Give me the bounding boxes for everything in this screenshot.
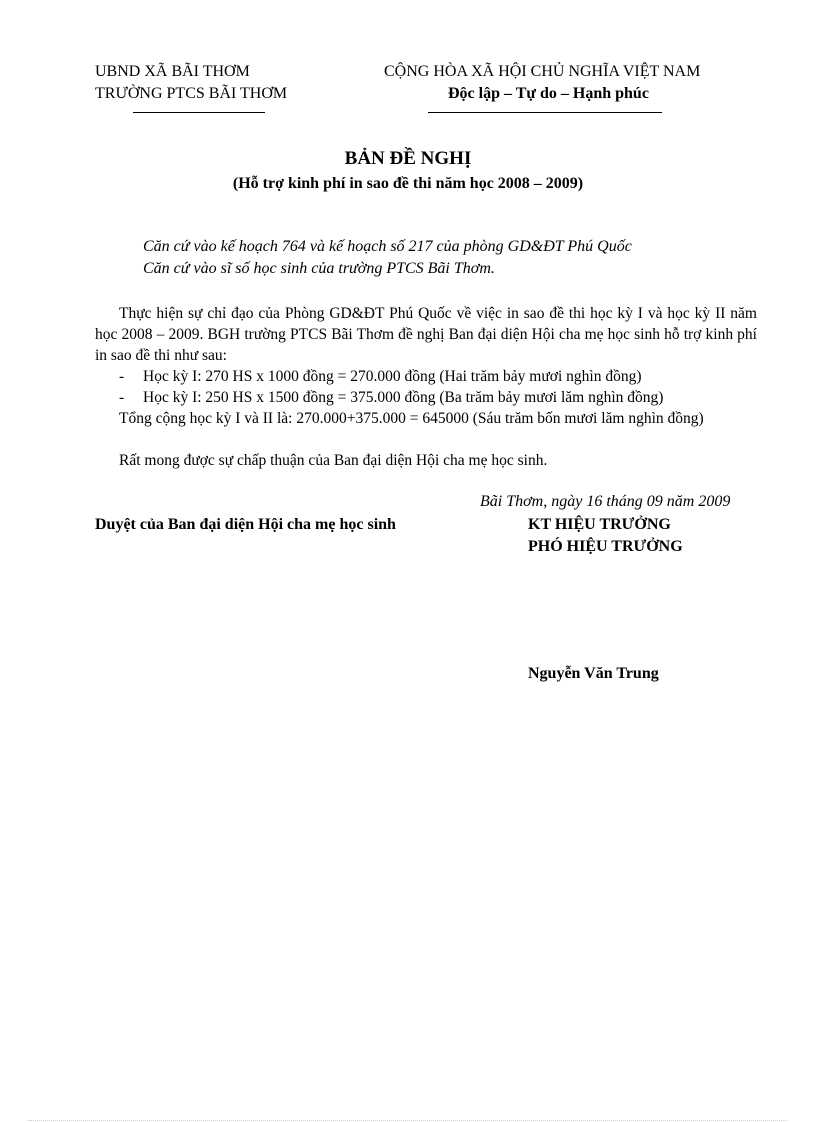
total-paragraph: Tổng cộng học kỳ I và II là: 270.000+375.000 = 645000 (Sáu trăm bốn mươi lăm nghìn đồng) [119, 410, 704, 427]
school-name: TRƯỜNG PTCS BÃI THƠM [95, 85, 288, 102]
left-header-rule [133, 112, 265, 113]
national-title: CỘNG HÒA XÃ HỘI CHỦ NGHĨA VIỆT NAM [384, 63, 701, 80]
approval-label: Duyệt của Ban đại diện Hội cha mẹ học sinh [95, 516, 396, 533]
district-name: UBND XÃ BÃI THƠM [95, 63, 250, 80]
signer-name: Nguyễn Văn Trung [528, 665, 659, 682]
list-item-term-2: Học kỳ I: 250 HS x 1500 đồng = 375.000 đồng (Ba trăm bảy mươi lăm nghìn đồng) [143, 389, 664, 406]
signer-role-2: PHÓ HIỆU TRƯỞNG [528, 538, 683, 555]
document-subtitle: (Hỗ trợ kinh phí in sao đề thi năm học 2008 – 2009) [232, 175, 584, 192]
right-header-rule [428, 112, 662, 113]
list-marker: - [119, 368, 125, 385]
signer-role-1: KT HIỆU TRƯỞNG [528, 516, 671, 533]
place-date: Bãi Thơm, ngày 16 tháng 09 năm 2009 [480, 493, 731, 510]
page-bottom-divider [28, 1120, 788, 1121]
list-marker: - [119, 389, 125, 406]
list-item-term-1: Học kỳ I: 270 HS x 1000 đồng = 270.000 đồng (Hai trăm bảy mươi nghìn đồng) [143, 368, 642, 385]
request-paragraph: Thực hiện sự chỉ đạo của Phòng GD&ĐT Phú Quốc về việc in sao đề thi học kỳ I và học kỳ II năm học 2008 – 2009. BGH trường PTCS Bãi Thơm đề nghị Ban đại diện Hội cha mẹ học sinh hỗ trợ kinh phí in sao đề thi như sau: [95, 305, 757, 364]
closing-sentence: Rất mong được sự chấp thuận của Ban đại diện Hội cha mẹ học sinh. [119, 452, 548, 469]
national-motto: Độc lập – Tự do – Hạnh phúc [448, 85, 649, 102]
basis-line-1: Căn cứ vào kế hoạch 764 và kế hoạch số 217 của phòng GD&ĐT Phú Quốc [143, 238, 632, 255]
basis-line-2: Căn cứ vào sĩ số học sinh của trường PTCS Bãi Thơm. [143, 260, 495, 277]
document-title: BẢN ĐỀ NGHỊ [344, 148, 472, 169]
